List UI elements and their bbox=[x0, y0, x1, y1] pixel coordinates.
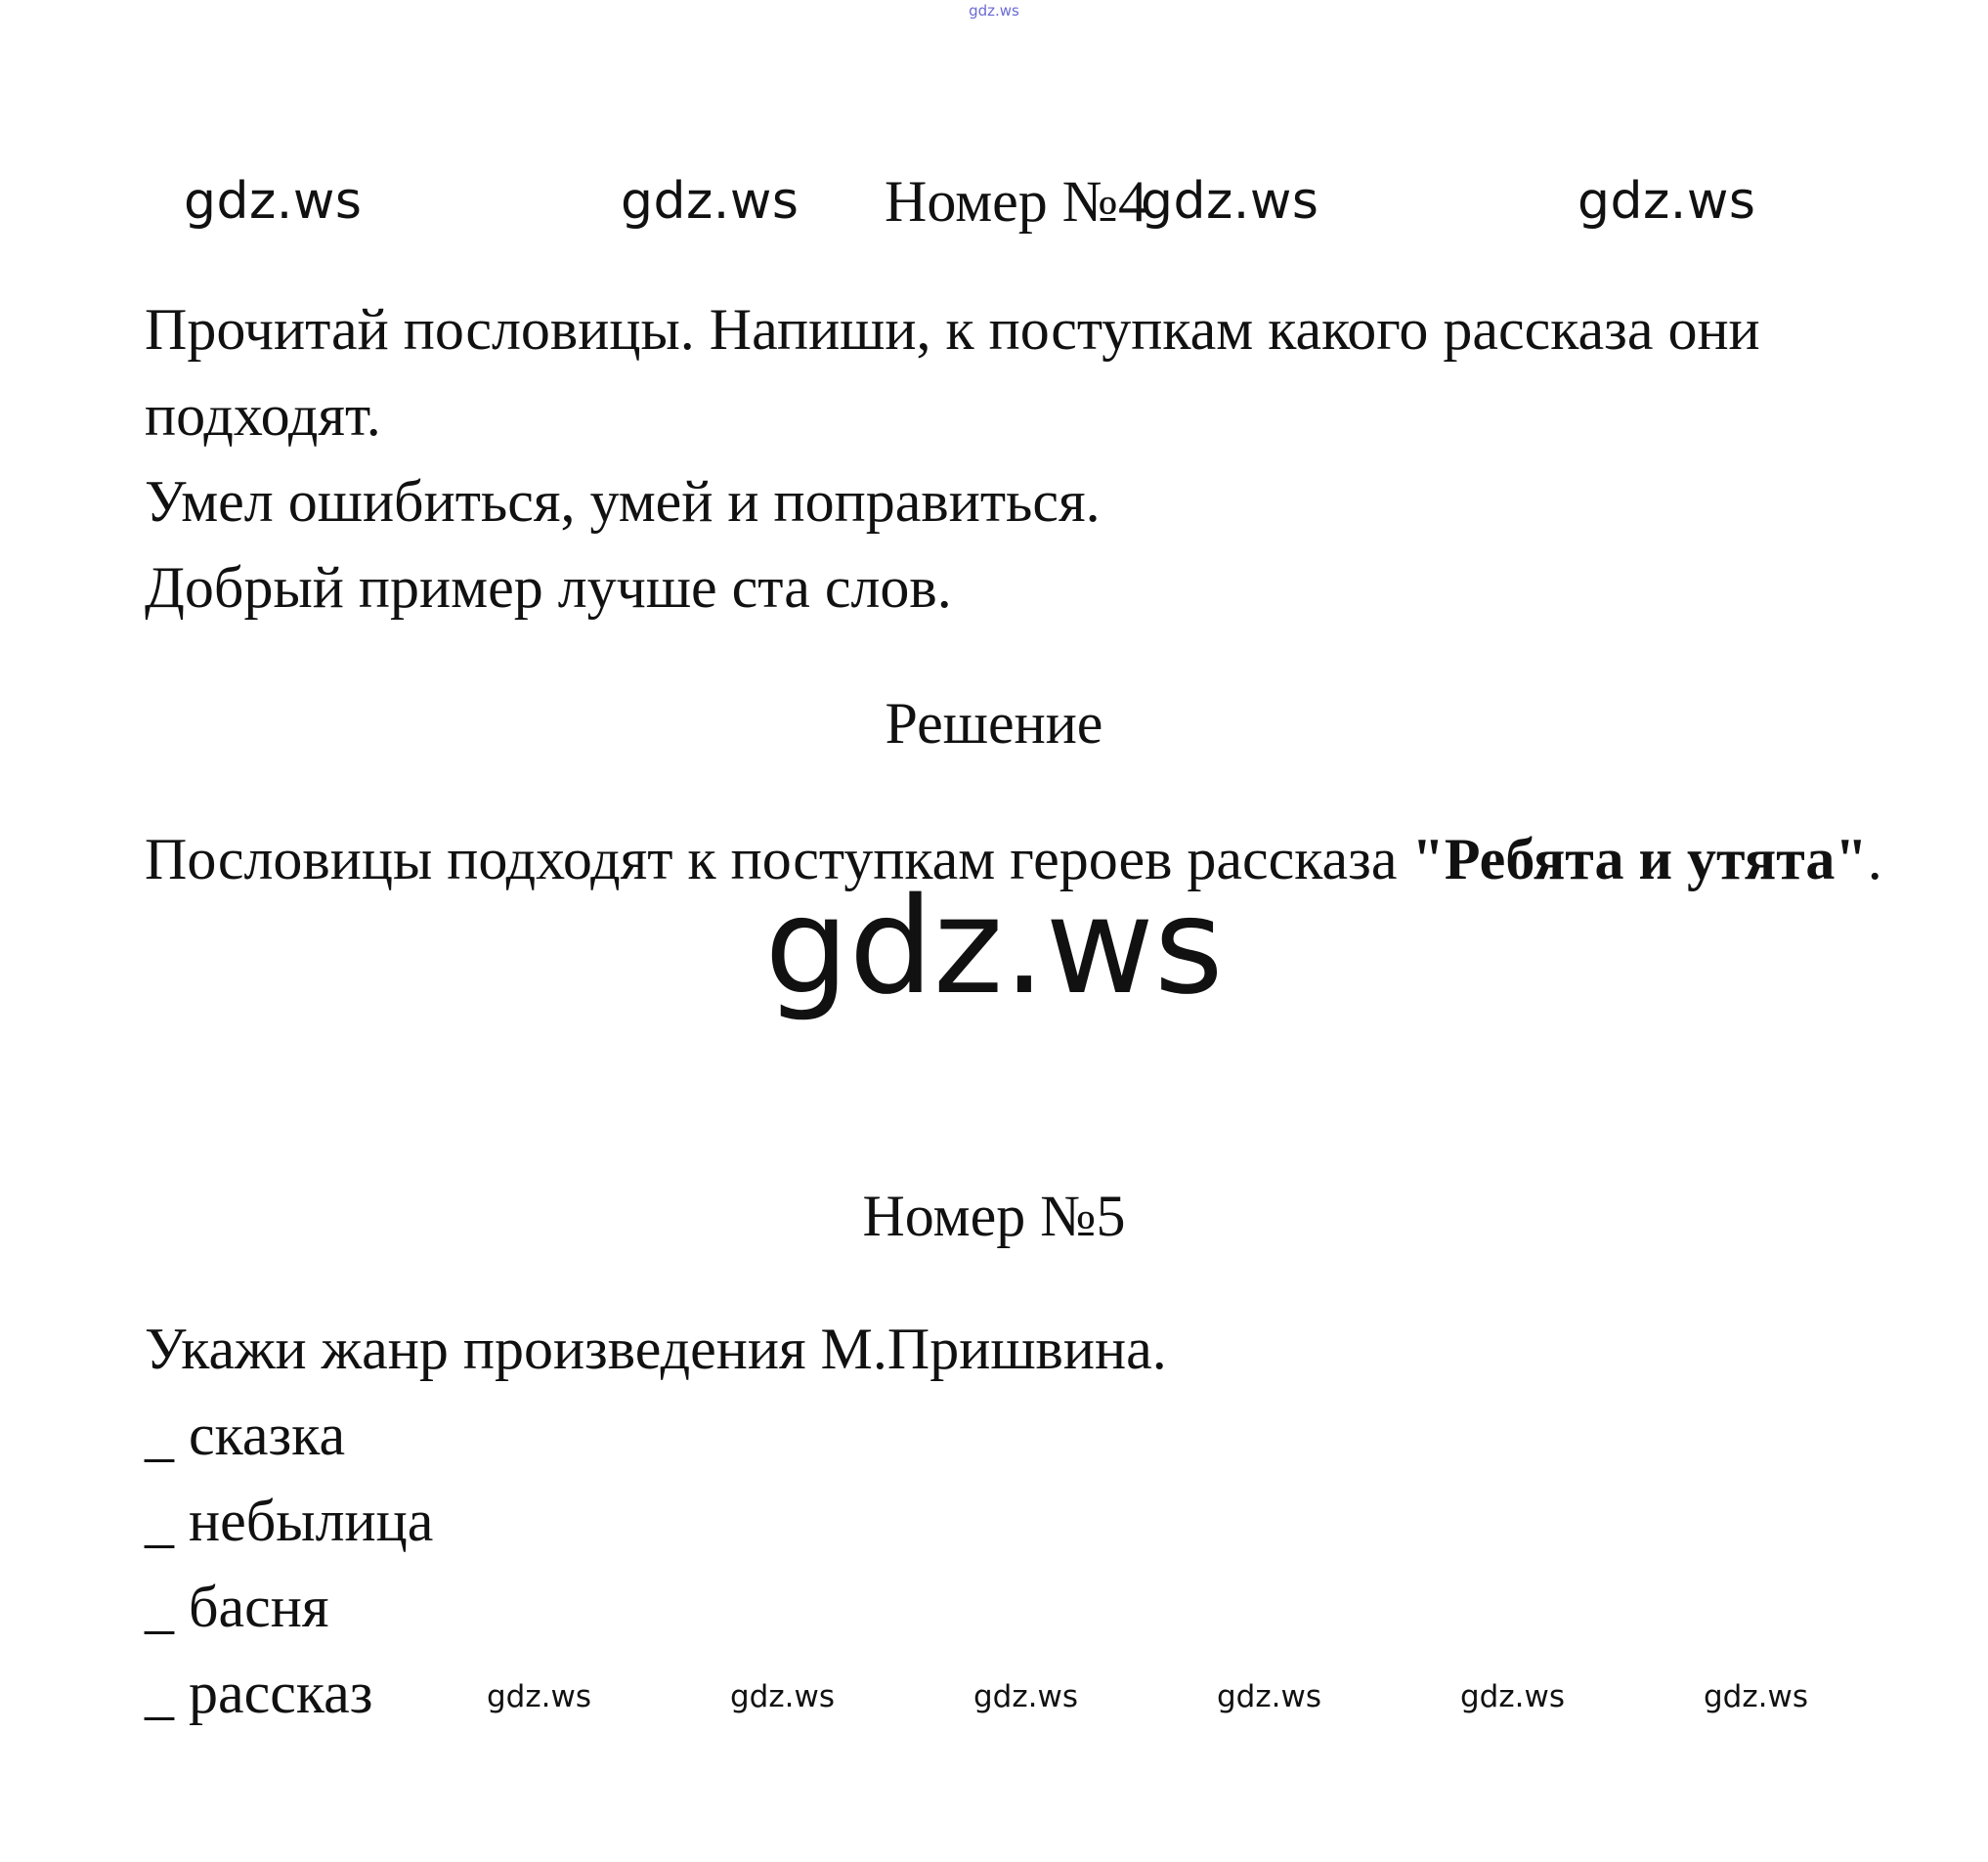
watermark-top: gdz.ws bbox=[969, 2, 1019, 20]
option-fairy-tale: _ сказка bbox=[145, 1403, 346, 1467]
watermark: gdz.ws bbox=[1577, 172, 1756, 231]
watermark: gdz.ws bbox=[487, 1679, 591, 1714]
watermark: gdz.ws bbox=[184, 172, 363, 231]
task4-instruction-line2: подходят. bbox=[145, 383, 381, 448]
option-fable: _ басня bbox=[145, 1575, 329, 1639]
watermark: gdz.ws bbox=[1141, 172, 1319, 231]
answer-suffix: . bbox=[1867, 827, 1882, 891]
watermark: gdz.ws bbox=[621, 172, 800, 231]
watermark: gdz.ws bbox=[1217, 1679, 1321, 1714]
option-story: _ рассказ bbox=[145, 1661, 373, 1725]
story-title: "Ребята и утята" bbox=[1411, 827, 1868, 891]
task4-instruction-line1: Прочитай пословицы. Напиши, к поступкам какого рассказа они bbox=[145, 297, 1760, 362]
solution-title: Решение bbox=[885, 691, 1103, 756]
proverb-1: Умел ошибиться, умей и поправиться. bbox=[145, 469, 1101, 534]
watermark: gdz.ws bbox=[1704, 1679, 1808, 1714]
answer-prefix: Пословицы подходят к поступкам героев рассказа bbox=[145, 827, 1412, 891]
task4-title: Номер №4 bbox=[885, 169, 1148, 234]
task5-title: Номер №5 bbox=[862, 1184, 1126, 1248]
watermark: gdz.ws bbox=[1460, 1679, 1565, 1714]
watermark: gdz.ws bbox=[730, 1679, 835, 1714]
task5-instruction: Укажи жанр произведения М.Пришвина. bbox=[145, 1317, 1167, 1381]
watermark: gdz.ws bbox=[973, 1679, 1078, 1714]
proverb-2: Добрый пример лучше ста слов. bbox=[145, 555, 952, 620]
option-tall-tale: _ небылица bbox=[145, 1489, 434, 1553]
watermark-large: gdz.ws bbox=[764, 870, 1224, 1024]
